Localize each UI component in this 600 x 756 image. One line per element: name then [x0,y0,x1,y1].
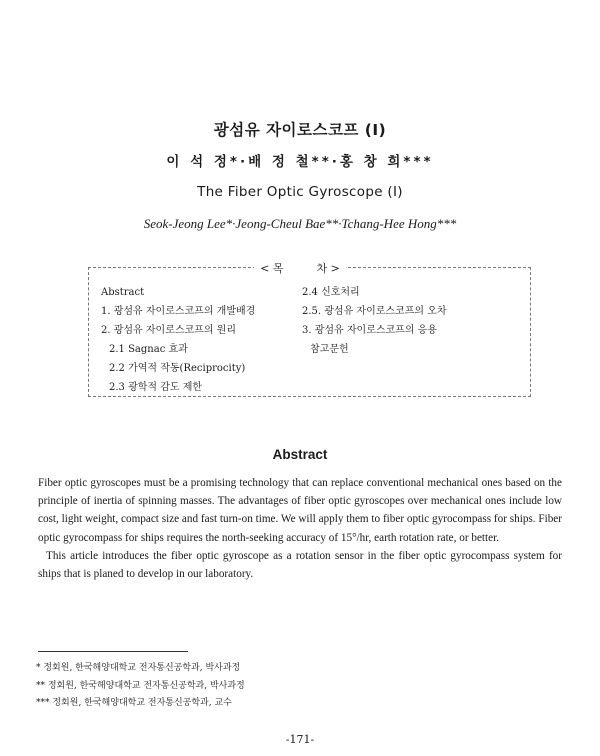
toc-item: 2.4 신호처리 [302,287,360,298]
page-number: -171- [285,733,315,746]
toc-item: 2.3 광학적 감도 제한 [109,382,203,393]
toc-item: 2.1 Sagnac 효과 [109,344,188,355]
footnotes [36,660,245,713]
toc-item: 참고문헌 [310,344,349,355]
footnote: *** 정회원, 한국해양대학교 전자통신공학과, 교수 [36,698,232,708]
toc-item: 1. 광섬유 자이로스코프의 개발배경 [101,306,256,317]
abstract-paragraph: Fiber optic gyroscopes must be a promising technology that can replace conventional mechanical ones based on the principle of inertia of spinning masses. The advantages of fiber optic gyroscopes over mechanical ones include low cost, light weight, compact size and fast turn-on time. We will apply them to fiber optic gyrocompass for ships. Fiber optic gyrocompass for ships requires the north-seeking accuracy of 15°/hr, earth rotation rate, or better. [38,477,562,544]
abstract-heading: Abstract [272,447,328,462]
paper-title-english: The Fiber Optic Gyroscope (Ⅰ) [197,184,403,200]
toc-item: 2.2 가역적 작동(Reciprocity) [109,363,246,374]
toc-item: Abstract [101,287,145,298]
footnote: ** 정회원, 한국해양대학교 전자통신공학과, 박사과정 [36,680,245,691]
toc-left-column [101,283,255,397]
toc-right-column [302,283,447,359]
toc-item: 3. 광섬유 자이로스코프의 응용 [302,325,437,336]
toc-item: 2. 광섬유 자이로스코프의 원리 [101,325,236,336]
toc-item: 2.5. 광섬유 자이로스코프의 오차 [302,306,447,317]
paper-title-korean: 광섬유 자이로스코프 (Ⅰ) [213,121,387,139]
toc-heading: < 목 차 > [0,260,600,276]
abstract-paragraph: This article introduces the fiber optic gyroscope as a rotation sensor in the fiber optic gyrocompass system for ships that is planed to develop in our laboratory. [38,549,562,581]
footnote-divider [38,651,188,652]
authors-korean: 이 석 정*·배 정 철**·홍 창 희*** [166,154,434,170]
authors-english: Seok-Jeong Lee*·Jeong-Cheul Bae**·Tchang-Hee Hong*** [143,216,457,231]
footnote: * 정회원, 한국해양대학교 전자통신공학과, 박사과정 [36,663,241,673]
abstract-body [38,474,562,583]
